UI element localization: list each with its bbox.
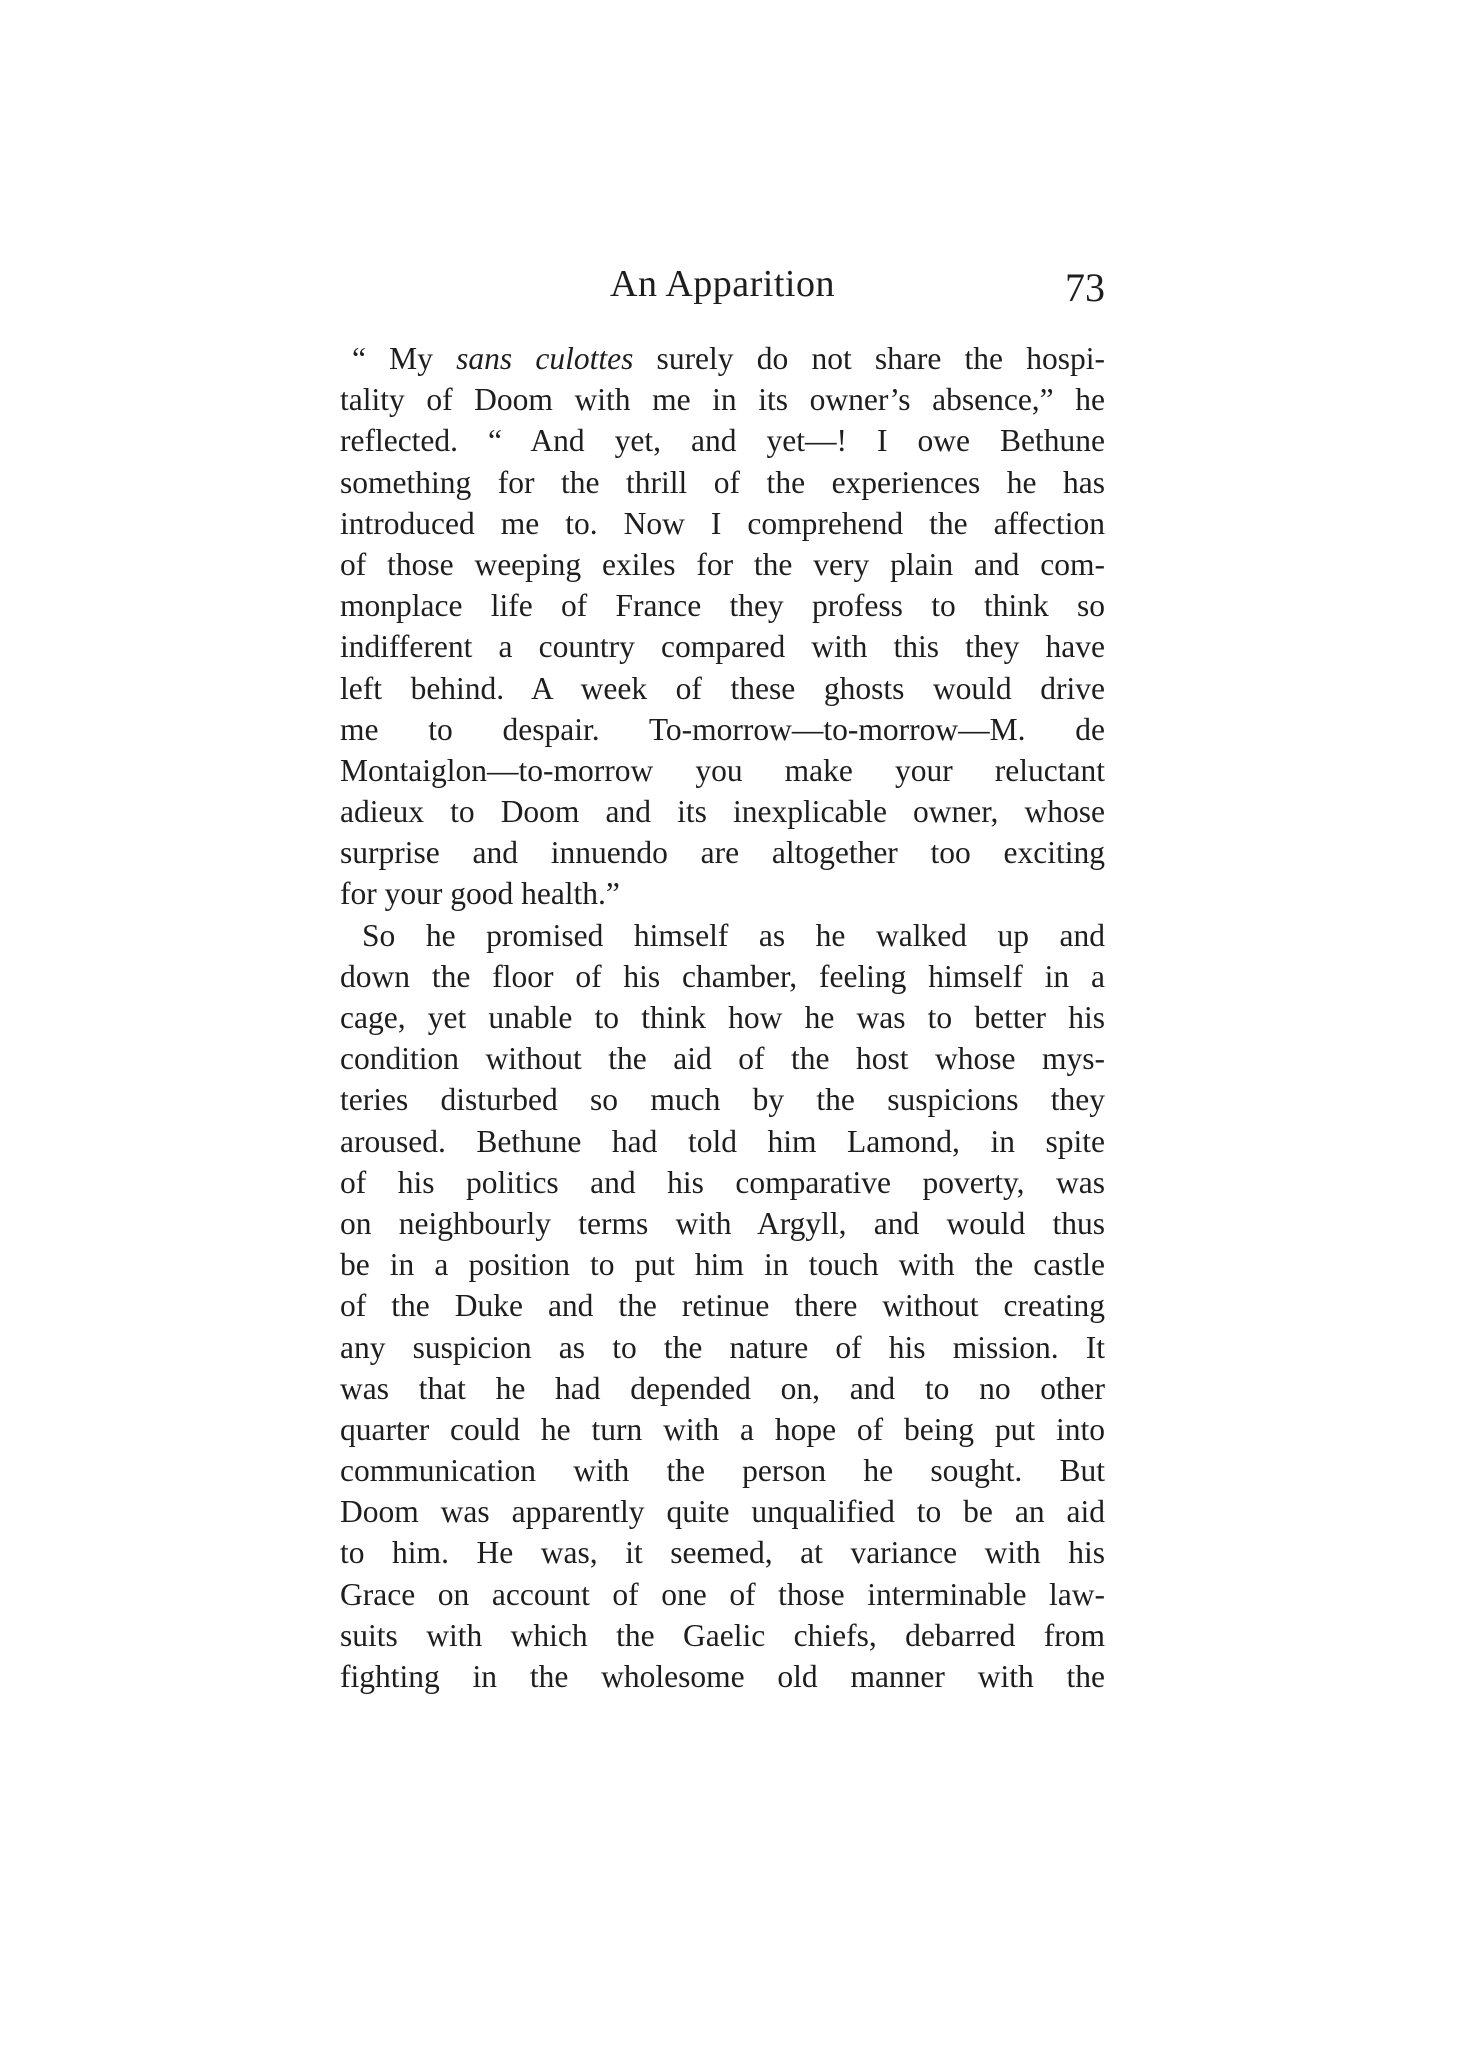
text-line: Grace on account of one of those interminable law-	[340, 1576, 1105, 1612]
text-line: to him. He was, it seemed, at variance with his	[340, 1535, 1105, 1571]
running-title: An Apparition	[610, 263, 835, 305]
text-line: monplace life of France they profess to think so	[340, 588, 1105, 624]
text-segment: surely do not share the hospi-	[633, 341, 1105, 376]
text-line: suits with which the Gaelic chiefs, debarred from	[340, 1617, 1105, 1653]
text-segment: “ My	[352, 341, 457, 376]
text-line: Doom was apparently quite unqualified to be an aid	[340, 1494, 1105, 1530]
text-line: indifferent a country compared with this they have	[340, 629, 1105, 665]
text-line	[340, 338, 1105, 379]
text-line: down the floor of his chamber, feeling himself in a	[340, 958, 1105, 994]
text-line: me to despair. To-morrow—to-morrow—M. de	[340, 711, 1105, 747]
text-line: of the Duke and the retinue there without creating	[340, 1288, 1105, 1324]
page-number: 73	[1065, 265, 1105, 310]
text-line: cage, yet unable to think how he was to better his	[340, 1000, 1105, 1035]
text-line: any suspicion as to the nature of his mission. It	[340, 1329, 1105, 1365]
body-text	[340, 338, 1105, 1697]
text-line: condition without the aid of the host whose mys-	[340, 1041, 1105, 1077]
text-line: tality of Doom with me in its owner’s absence,” he	[340, 382, 1105, 418]
text-line: introduced me to. Now I comprehend the affection	[340, 505, 1105, 541]
text-line: be in a position to put him in touch with the castle	[340, 1247, 1105, 1283]
paragraph-2	[340, 915, 1105, 1698]
text-line: So he promised himself as he walked up and	[362, 917, 1105, 953]
text-line: teries disturbed so much by the suspicions they	[340, 1082, 1105, 1118]
text-line: surprise and innuendo are altogether too exciting	[340, 835, 1105, 871]
text-line: fighting in the wholesome old manner with the	[340, 1659, 1105, 1694]
text-line: was that he had depended on, and to no other	[340, 1370, 1105, 1406]
text-line: aroused. Bethune had told him Lamond, in spite	[340, 1123, 1105, 1159]
text-line: Montaiglon—to-morrow you make your reluctant	[340, 752, 1105, 788]
text-line: for your good health.”	[340, 876, 620, 912]
paragraph-1	[340, 338, 1105, 915]
text-line: quarter could he turn with a hope of being put into	[340, 1411, 1105, 1447]
text-line: something for the thrill of the experiences he has	[340, 464, 1105, 500]
text-line: of those weeping exiles for the very plain and com-	[340, 546, 1105, 582]
text-line: communication with the person he sought. But	[340, 1453, 1105, 1489]
text-line: adieux to Doom and its inexplicable owner, whose	[340, 794, 1105, 830]
text-line: on neighbourly terms with Argyll, and would thus	[340, 1205, 1105, 1241]
text-line: reflected. “ And yet, and yet—! I owe Bethune	[340, 423, 1105, 459]
italic-phrase: sans culottes	[456, 341, 634, 376]
text-line: of his politics and his comparative poverty, was	[340, 1164, 1105, 1200]
running-head	[340, 262, 1105, 322]
text-line: left behind. A week of these ghosts would drive	[340, 670, 1105, 706]
